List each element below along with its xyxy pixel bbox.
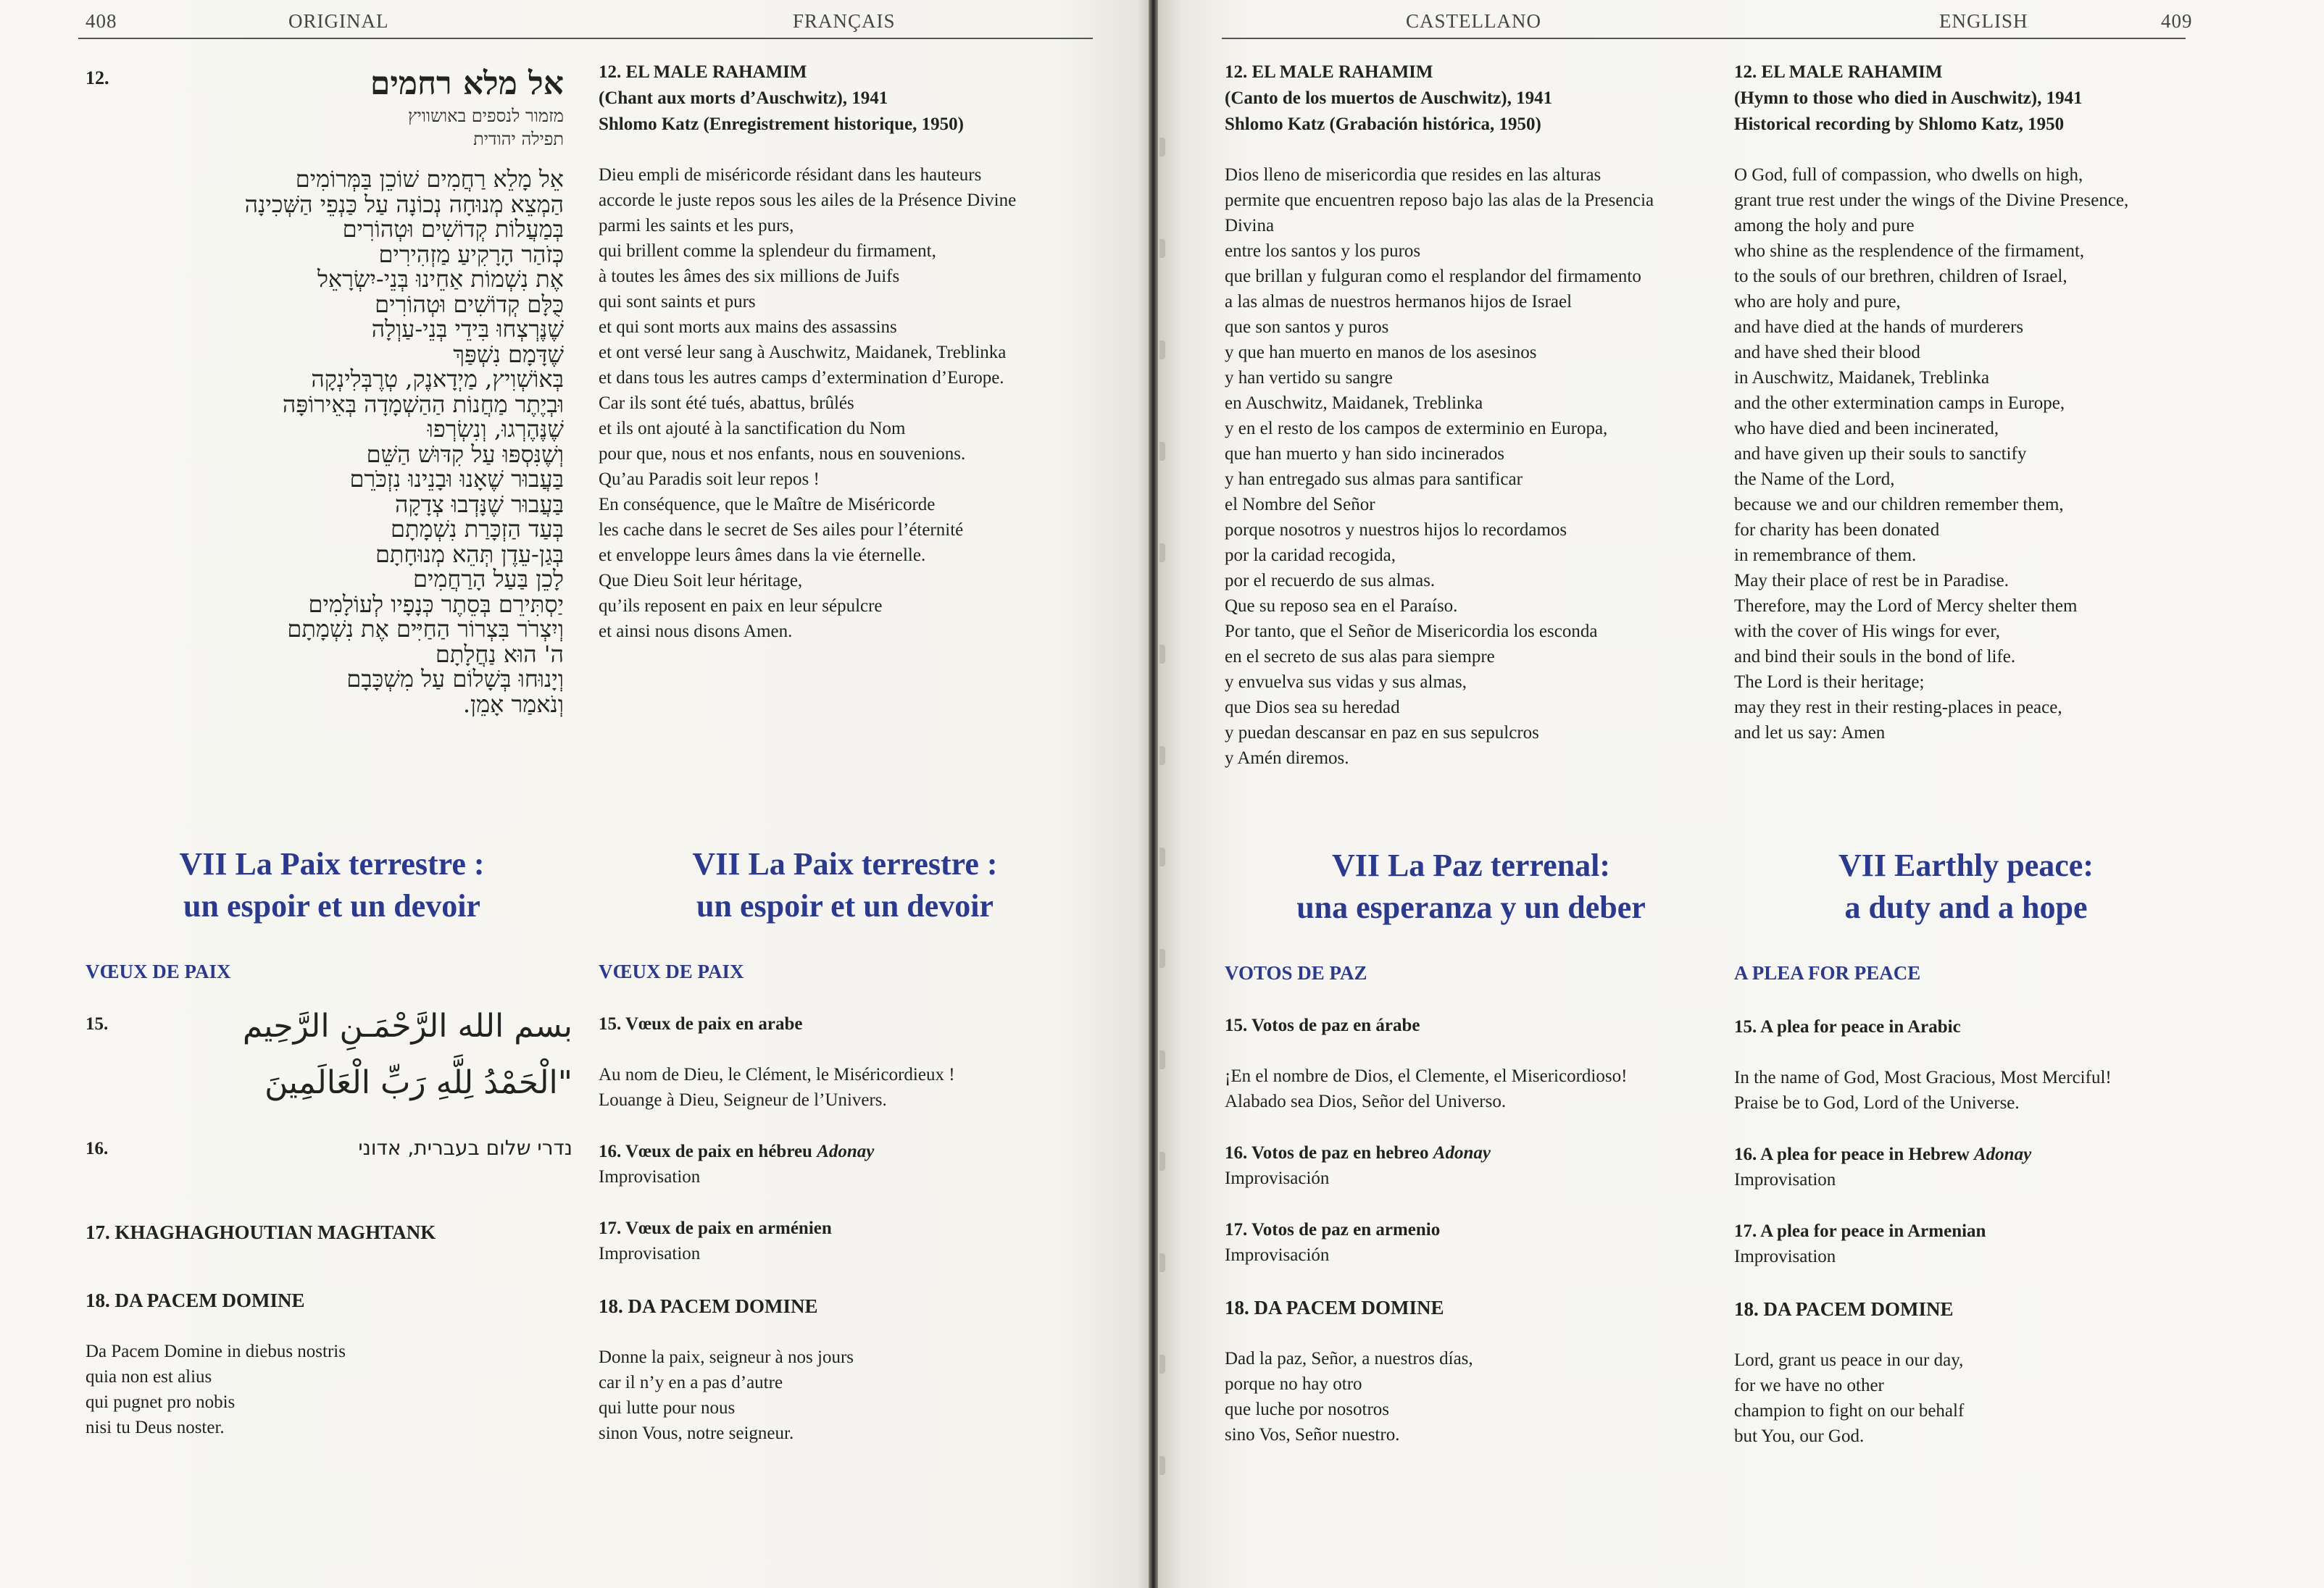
en-item-17	[1734, 1219, 1986, 1269]
es-item-15-text	[1225, 1063, 1627, 1114]
binding-tab	[1159, 138, 1165, 156]
text-line: champion to fight on our behalf	[1734, 1401, 1965, 1421]
en-item-18-lines	[1734, 1347, 1964, 1449]
spanish-block	[1225, 59, 1732, 771]
text-line: et ils ont ajouté à la sanctification du Nom	[599, 419, 906, 438]
text-line: grant true rest under the wings of the Divine Presence,	[1734, 191, 2129, 210]
binding-tab	[1159, 543, 1165, 562]
text-line: and have given up their souls to sanctify	[1734, 444, 2027, 464]
text-line: qu’ils reposent en paix en leur sépulcre	[599, 596, 883, 616]
french-block	[599, 59, 1091, 644]
es-item-16-title: 16. Votos de paz en hebreo	[1225, 1143, 1429, 1163]
text-line: בְּגַן-עֵדֶן תְּהֵא מְנוּחָתָם	[375, 540, 564, 568]
text-line: car il n’y en a pas d’autre	[599, 1373, 783, 1392]
text-line: porque no hay otro	[1225, 1374, 1362, 1394]
header-spanish: CASTELLANO	[1406, 10, 1541, 32]
text-line: among the holy and pure	[1734, 216, 1915, 235]
section-title-line2: a duty and a hope	[1844, 890, 2088, 925]
section-title-line2: un espoir et un devoir	[696, 888, 994, 924]
page-number-right: 409	[2161, 10, 2193, 32]
subsection-label-original: VŒUX DE PAIX	[86, 961, 231, 982]
text-line: to the souls of our brethren, children of Israel,	[1734, 267, 2067, 286]
text-line: à toutes les âmes des six millions de Juifs	[599, 267, 900, 286]
text-line: et qui sont morts aux mains des assassins	[599, 317, 897, 337]
fr-item-17-line: Improvisation	[599, 1244, 701, 1263]
text-line: וְשֶׁנִּסְפּוּ עַל קִדּוּשׁ הַשֵּׁם	[366, 440, 564, 468]
french-prayer-lines	[599, 162, 1091, 644]
text-line: a las almas de nuestros hermanos hijos de Israel	[1225, 292, 1573, 312]
spanish-prayer-lines	[1225, 162, 1732, 771]
es-item-15-title: 15. Votos de paz en árabe	[1225, 1016, 1420, 1035]
text-line: Divina	[1225, 216, 1275, 235]
section-title-original	[86, 843, 578, 927]
text-line: because we and our children remember them,	[1734, 495, 2064, 514]
section-title-spanish	[1225, 845, 1717, 929]
hebrew-prayer-lines	[86, 167, 564, 716]
text-line: et ont versé leur sang à Auschwitz, Maidanek, Treblinka	[599, 343, 1007, 362]
binding-tab	[1159, 1152, 1165, 1171]
text-line: y en el resto de los campos de exterminio en Europa,	[1225, 419, 1608, 438]
en-item-15-line2: Praise be to God, Lord of the Universe.	[1734, 1093, 2020, 1113]
hebrew-original-block	[86, 64, 564, 716]
text-line: qui brillent comme la splendeur du firmament,	[599, 241, 936, 261]
text-line: but You, our God.	[1734, 1426, 1865, 1446]
spanish-title-1: 12. EL MALE RAHAMIM	[1225, 62, 1433, 82]
hebrew-item-16: נדרי שלום בעברית, אדוני	[358, 1136, 572, 1160]
text-line: שֶׁדָּמָם נִשְׁפַּךְ	[453, 340, 564, 368]
text-line: וְיִצְרֹר בִּצְרוֹר הַחַיִּים אֶת נִשְׁמָתָם	[287, 615, 564, 643]
text-line: who are holy and pure,	[1734, 292, 1901, 312]
text-line: que Dios sea su heredad	[1225, 698, 1400, 717]
text-line: וְנֹאמַר אָמֵן.	[462, 690, 564, 718]
fr-item-15-title: 15. Vœux de paix en arabe	[599, 1014, 803, 1034]
text-line: et ainsi nous disons Amen.	[599, 622, 793, 641]
text-line: and the other extermination camps in Europe,	[1734, 393, 2065, 413]
text-line: qui pugnet pro nobis	[86, 1392, 236, 1412]
header-original: ORIGINAL	[288, 10, 389, 32]
subsection-label-spanish: VOTOS DE PAZ	[1225, 962, 1367, 984]
text-line: and have died at the hands of murderers	[1734, 317, 2024, 337]
hebrew-title: אל מלא רחמים	[370, 65, 564, 102]
text-line: וּבְיֶתֶר מַחֲנוֹת הַהַשְׁמָדָה בְּאֵירוֹפָּה	[282, 390, 564, 418]
binding-tab	[1159, 1355, 1165, 1374]
spanish-title-3: Shlomo Katz (Grabación histórica, 1950)	[1225, 114, 1541, 134]
text-line: and let us say: Amen	[1734, 723, 1886, 743]
header-english: ENGLISH	[1939, 10, 2028, 32]
binding-tab	[1159, 848, 1165, 866]
text-line: the Name of the Lord,	[1734, 469, 1895, 489]
text-line: לָכֵן בַּעַל הָרַחֲמִים	[413, 565, 564, 593]
fr-item-18-title: 18. DA PACEM DOMINE	[599, 1295, 818, 1317]
english-block	[1734, 59, 2183, 745]
french-title-1: 12. EL MALE RAHAMIM	[599, 62, 807, 82]
text-line: for charity has been donated	[1734, 520, 1940, 540]
text-line: qui sont saints et purs	[599, 292, 756, 312]
text-line: O God, full of compassion, who dwells on high,	[1734, 165, 2083, 185]
hebrew-subtitle-1: מזמור לנספים באושוויץ	[407, 106, 564, 126]
fr-item-18-lines	[599, 1345, 854, 1446]
section-title-line2: un espoir et un devoir	[183, 888, 480, 924]
subsection-label-english: A PLEA FOR PEACE	[1734, 962, 1921, 984]
text-line: and have shed their blood	[1734, 343, 1920, 362]
binding-tab	[1159, 645, 1165, 664]
en-item-15	[1734, 1014, 1961, 1040]
en-item-17-line: Improvisation	[1734, 1247, 1836, 1266]
text-line: Que su reposo sea en el Paraíso.	[1225, 596, 1458, 616]
left-page	[0, 0, 1149, 1588]
es-item-18-title: 18. DA PACEM DOMINE	[1225, 1297, 1444, 1319]
item-15-number: 15.	[86, 1014, 109, 1034]
en-item-17-title: 17. A plea for peace in Armenian	[1734, 1221, 1986, 1241]
item-17-title: 17. KHAGHAGHOUTIAN MAGHTANK	[86, 1221, 436, 1243]
section-title-french	[599, 843, 1091, 927]
item-number: 12.	[86, 67, 109, 88]
text-line: Qu’au Paradis soit leur repos !	[599, 469, 820, 489]
text-line: nisi tu Deus noster.	[86, 1418, 225, 1437]
text-line: sinon Vous, notre seigneur.	[599, 1424, 794, 1443]
binding-tab	[1159, 949, 1165, 968]
item-16-number: 16.	[86, 1139, 109, 1158]
es-item-16-title-italic: Adonay	[1433, 1143, 1491, 1163]
text-line: les cache dans le secret de Ses ailes pour l’éternité	[599, 520, 964, 540]
fr-item-16-line: Improvisation	[599, 1167, 701, 1187]
en-item-15-line1: In the name of God, Most Gracious, Most Merciful!	[1734, 1068, 2112, 1087]
text-line: כְּזֹהַר הָרָקִיעַ מַזְהִירִים	[378, 240, 564, 268]
text-line: בְּעַד הַזְכָּרַת נִשְׁמָתָם	[391, 515, 564, 543]
text-line: que han muerto y han sido incinerados	[1225, 444, 1505, 464]
text-line: Dad la paz, Señor, a nuestros días,	[1225, 1349, 1473, 1368]
text-line: que brillan y fulguran como el resplandor del firmamento	[1225, 267, 1641, 286]
text-line: pour que, nous et nos enfants, nous en souvenions.	[599, 444, 966, 464]
es-item-18-lines	[1225, 1346, 1473, 1447]
hebrew-subtitle-2: תפילה יהודית	[473, 129, 564, 149]
english-title-2: (Hymn to those who died in Auschwitz), 1941	[1734, 88, 2083, 108]
header-french: FRANÇAIS	[793, 10, 896, 32]
text-line: y han vertido su sangre	[1225, 368, 1393, 388]
text-line: וְיָנוּחוּ בְּשָׁלוֹם עַל מִשְׁכָּבָם	[346, 665, 564, 693]
text-line: el Nombre del Señor	[1225, 495, 1375, 514]
spanish-title-2: (Canto de los muertos de Auschwitz), 1941	[1225, 88, 1553, 108]
section-title-line2: una esperanza y un deber	[1296, 890, 1646, 925]
en-item-15-title: 15. A plea for peace in Arabic	[1734, 1017, 1961, 1037]
fr-item-15	[599, 1011, 803, 1037]
section-title-line1: VII La Paix terrestre :	[179, 846, 485, 882]
french-title-2: (Chant aux morts d’Auschwitz), 1941	[599, 88, 888, 108]
text-line: הַמְצֵא מְנוּחָה נְכוֹנָה עַל כַּנְפֵי הַשְּׁכִינָה	[244, 190, 564, 218]
latin-lines	[86, 1339, 346, 1440]
header-rule	[78, 38, 1093, 39]
binding-tab	[1159, 340, 1165, 359]
text-line: sino Vos, Señor nuestro.	[1225, 1425, 1400, 1445]
binding-tab	[1159, 239, 1165, 258]
text-line: שֶׁנֶּהֶרְגוּ, וְנִשְׂרְפוּ	[427, 415, 564, 443]
text-line: The Lord is their heritage;	[1734, 672, 1925, 692]
en-item-16-title-italic: Adonay	[1974, 1145, 2032, 1164]
binding-tab	[1159, 1050, 1165, 1069]
es-item-17	[1225, 1217, 1440, 1268]
fr-item-16-title: 16. Vœux de paix en hébreu	[599, 1142, 812, 1161]
text-line: en el secreto de sus alas para siempre	[1225, 647, 1495, 666]
text-line: quia non est alius	[86, 1367, 212, 1387]
english-prayer-lines	[1734, 162, 2183, 745]
fr-item-16-title-italic: Adonay	[817, 1142, 875, 1161]
text-line: parmi les saints et les purs,	[599, 216, 794, 235]
en-item-16-line: Improvisation	[1734, 1170, 1836, 1190]
text-line: et dans tous les autres camps d’extermination d’Europe.	[599, 368, 1004, 388]
fr-item-17	[599, 1216, 832, 1266]
text-line: que son santos y puros	[1225, 317, 1389, 337]
text-line: Da Pacem Domine in diebus nostris	[86, 1342, 346, 1361]
text-line: may they rest in their resting-places in peace,	[1734, 698, 2062, 717]
text-line: y puedan descansar en paz en sus sepulcros	[1225, 723, 1539, 743]
es-item-15-line1: ¡En el nombre de Dios, el Clemente, el Misericordioso!	[1225, 1066, 1628, 1086]
text-line: who shine as the resplendence of the firmament,	[1734, 241, 2085, 261]
english-title-3: Historical recording by Shlomo Katz, 1950	[1734, 114, 2065, 134]
text-line: ה' הוּא נַחֲלָתָם	[435, 640, 564, 668]
en-item-15-text	[1734, 1065, 2112, 1116]
text-line: אֵל מָלֵא רַחֲמִים שׁוֹכֵן בַּמְּרוֹמִים	[295, 165, 564, 193]
text-line: en Auschwitz, Maidanek, Treblinka	[1225, 393, 1483, 413]
es-item-15-line2: Alabado sea Dios, Señor del Universo.	[1225, 1092, 1507, 1111]
fr-item-15-line1: Au nom de Dieu, le Clément, le Miséricordieux !	[599, 1065, 955, 1085]
text-line: Dieu empli de miséricorde résidant dans les hauteurs	[599, 165, 982, 185]
es-item-17-title: 17. Votos de paz en armenio	[1225, 1220, 1441, 1240]
text-line: Dios lleno de misericordia que resides en las alturas	[1225, 165, 1602, 185]
es-item-17-line: Improvisación	[1225, 1245, 1330, 1265]
right-page	[1158, 0, 2324, 1588]
section-title-line1: VII La Paix terrestre :	[692, 846, 998, 882]
text-line: porque nosotros y nuestros hijos lo recordamos	[1225, 520, 1567, 540]
text-line: בְּמַעֲלוֹת קְדוֹשִׁים וּטְהוֹרִים	[342, 215, 564, 243]
text-line: y Amén diremos.	[1225, 748, 1349, 768]
section-title-line1: VII Earthly peace:	[1838, 848, 2094, 883]
text-line: Donne la paix, seigneur à nos jours	[599, 1347, 854, 1367]
text-line: יַסְתִּירֵם בְּסֵתֶר כְּנָפָיו לְעוֹלָמִים	[308, 590, 564, 618]
en-item-16-title: 16. A plea for peace in Hebrew	[1734, 1145, 1970, 1164]
text-line: Que Dieu Soit leur héritage,	[599, 571, 803, 590]
text-line: y han entregado sus almas para santificar	[1225, 469, 1523, 489]
en-item-18-title: 18. DA PACEM DOMINE	[1734, 1298, 1954, 1320]
text-line: En conséquence, que le Maître de Miséricorde	[599, 495, 936, 514]
fr-item-15-text	[599, 1062, 955, 1113]
text-line: May their place of rest be in Paradise.	[1734, 571, 2009, 590]
es-item-16-line: Improvisación	[1225, 1169, 1330, 1188]
text-line: accorde le juste repos sous les ailes de la Présence Divine	[599, 191, 1017, 210]
text-line: por la caridad recogida,	[1225, 546, 1396, 565]
text-line: in Auschwitz, Maidanek, Treblinka	[1734, 368, 1990, 388]
text-line: בַּעֲבוּר שֶׁנָּדְבוּ צְדָקָה	[395, 490, 564, 518]
book-gutter	[1149, 0, 1158, 1588]
section-title-line1: VII La Paz terrenal:	[1331, 848, 1611, 883]
binding-tab	[1159, 1253, 1165, 1272]
arabic-hamdala: "الْحَمْدُ لِلَّهِ رَبِّ الْعَالَمِينَ	[265, 1064, 572, 1101]
text-line: Por tanto, que el Señor de Misericordia los esconda	[1225, 622, 1598, 641]
text-line: qui lutte pour nous	[599, 1398, 736, 1418]
item-18-title: 18. DA PACEM DOMINE	[86, 1290, 305, 1311]
text-line: בַּעֲבוּר שֶׁאָנוּ וּבָנֵינוּ נִזְכֹּרֵם	[349, 465, 564, 493]
text-line: por el recuerdo de sus almas.	[1225, 571, 1436, 590]
fr-item-17-title: 17. Vœux de paix en arménien	[599, 1219, 832, 1238]
text-line: in remembrance of them.	[1734, 546, 1917, 565]
text-line: for we have no other	[1734, 1376, 1884, 1395]
text-line: et enveloppe leurs âmes dans la vie éternelle.	[599, 546, 926, 565]
text-line: y envuelva sus vidas y sus almas,	[1225, 672, 1467, 692]
page-number-left: 408	[86, 10, 117, 32]
text-line: y que han muerto en manos de los asesinos	[1225, 343, 1537, 362]
english-title-1: 12. EL MALE RAHAMIM	[1734, 62, 1943, 82]
en-item-16	[1734, 1142, 2031, 1192]
text-line: Therefore, may the Lord of Mercy shelter them	[1734, 596, 2078, 616]
arabic-basmala: بسم الله الرَّحْمَـنِ الرَّحِيم	[242, 1008, 572, 1045]
text-line: בְּאוֹשְׁוִיץ, מַיְדָאנֶק, טְרֶבְּלִינְקָה	[311, 365, 564, 393]
french-title-3: Shlomo Katz (Enregistrement historique, 1950)	[599, 114, 964, 134]
text-line: with the cover of His wings for ever,	[1734, 622, 2000, 641]
text-line: and bind their souls in the bond of life.	[1734, 647, 2016, 666]
text-line: אֶת נִשְׁמוֹת אַחֵינוּ בְּנֵי-יִשְׂרָאֵל	[317, 265, 564, 293]
text-line: permite que encuentren reposo bajo las alas de la Presencia	[1225, 191, 1654, 210]
text-line: que luche por nosotros	[1225, 1400, 1390, 1419]
text-line: Lord, grant us peace in our day,	[1734, 1350, 1964, 1370]
binding-tab	[1159, 1456, 1165, 1475]
fr-item-16	[599, 1139, 874, 1190]
fr-item-15-line2: Louange à Dieu, Seigneur de l’Univers.	[599, 1090, 887, 1110]
text-line: כֻּלָּם קְדוֹשִׁים וּטְהוֹרִים	[375, 290, 564, 318]
text-line: entre los santos y los puros	[1225, 241, 1421, 261]
text-line: שֶׁנֶּרְצְחוּ בִּידֵי בְּנֵי-עַוְלָה	[371, 315, 564, 343]
text-line: who have died and been incinerated,	[1734, 419, 1999, 438]
es-item-15	[1225, 1013, 1420, 1038]
binding-tab	[1159, 442, 1165, 461]
es-item-16	[1225, 1140, 1491, 1191]
binding-tab	[1159, 746, 1165, 765]
section-title-english	[1734, 845, 2198, 929]
header-rule	[1222, 38, 2186, 39]
subsection-label-french: VŒUX DE PAIX	[599, 961, 744, 982]
text-line: Car ils sont été tués, abattus, brûlés	[599, 393, 854, 413]
